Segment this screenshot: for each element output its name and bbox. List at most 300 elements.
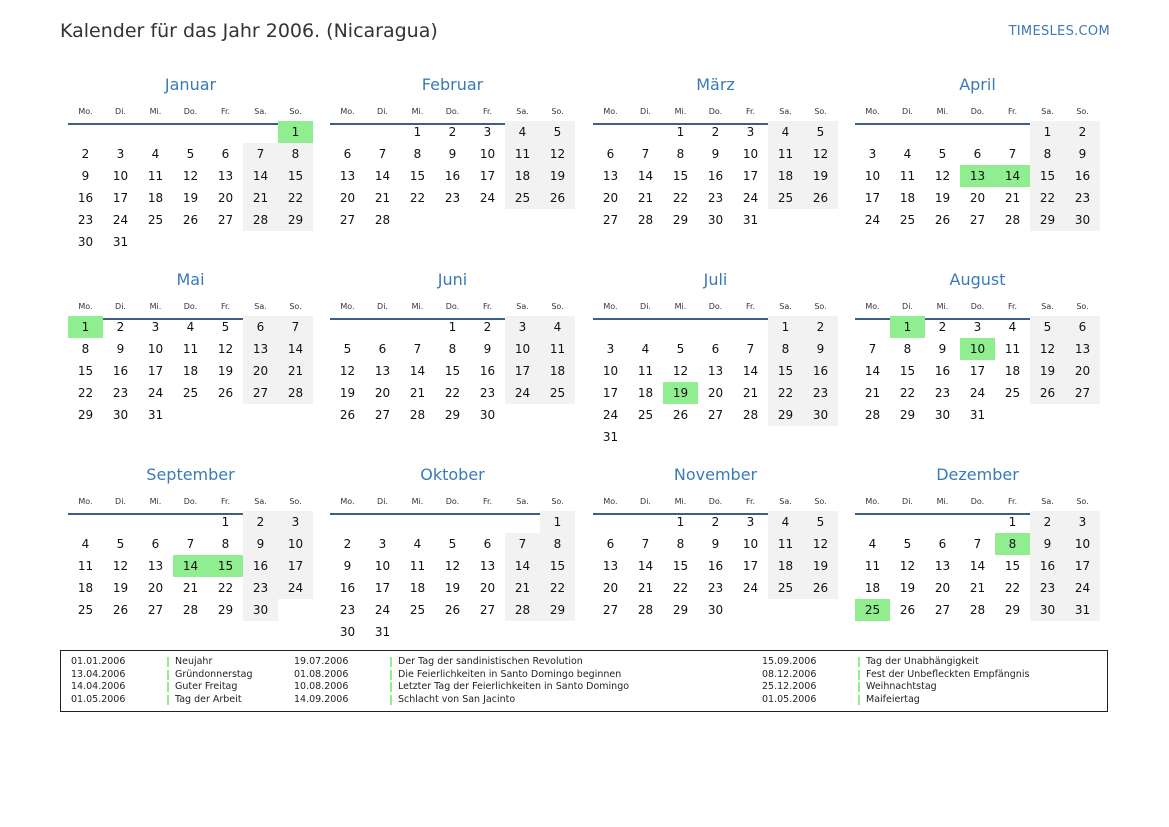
- day-cell: 27: [969, 213, 986, 227]
- day-cell: 23: [112, 386, 129, 400]
- day-cell: 9: [1065, 143, 1100, 165]
- day-cell: 20: [147, 581, 164, 595]
- day-cell: 22: [672, 581, 689, 595]
- day-cell: 1: [1008, 515, 1017, 529]
- day-cell: 14: [637, 169, 654, 183]
- day-cell: 2: [711, 515, 720, 529]
- day-cell: 1: [221, 515, 230, 529]
- day-cell: 29: [899, 408, 916, 422]
- weekday-header: Sa.: [516, 302, 529, 311]
- weekday-header: Do.: [708, 107, 723, 116]
- day-cell: 18: [899, 191, 916, 205]
- legend-date: 15.09.2006: [762, 656, 817, 667]
- day-cell: 11: [77, 559, 94, 573]
- day-cell: 2: [711, 125, 720, 139]
- weekday-header: Mi.: [411, 302, 424, 311]
- day-cell: 9: [81, 169, 90, 183]
- weekday-header: Fr.: [220, 497, 231, 506]
- day-cell: 23: [1065, 187, 1100, 209]
- day-cell: 19: [934, 191, 951, 205]
- day-cell: 2: [1030, 511, 1065, 533]
- weekday-header: Mi.: [674, 497, 687, 506]
- day-cell: 12: [1030, 338, 1065, 360]
- day-cell: 7: [641, 537, 650, 551]
- weekday-header: Fr.: [1007, 107, 1018, 116]
- day-cell: 16: [112, 364, 129, 378]
- weekday-header: Mo.: [865, 497, 880, 506]
- legend-color-marker: [167, 670, 169, 680]
- day-cell: 12: [934, 169, 951, 183]
- day-cell: 7: [413, 342, 422, 356]
- day-cell: 18: [147, 191, 164, 205]
- month-name: Juni: [437, 270, 468, 289]
- day-cell: 6: [243, 316, 278, 338]
- day-cell: 16: [479, 364, 496, 378]
- weekday-header: Sa.: [1041, 302, 1054, 311]
- day-cell: 9: [116, 342, 125, 356]
- day-cell: 25: [182, 386, 199, 400]
- day-cell: 7: [243, 143, 278, 165]
- day-cell: 10: [278, 533, 313, 555]
- day-cell: 17: [742, 559, 759, 573]
- day-cell: 3: [378, 537, 387, 551]
- day-cell: 6: [938, 537, 947, 551]
- day-cell: 23: [803, 382, 838, 404]
- day-cell: 14: [374, 169, 391, 183]
- weekday-header: Mi.: [149, 107, 162, 116]
- day-cell: 3: [483, 125, 492, 139]
- day-cell: 14: [505, 555, 540, 577]
- day-cell: 22: [899, 386, 916, 400]
- day-cell: 8: [81, 342, 90, 356]
- day-cell: 13: [602, 169, 619, 183]
- day-cell: 14: [243, 165, 278, 187]
- weekday-header: Fr.: [220, 107, 231, 116]
- day-cell: 26: [934, 213, 951, 227]
- day-cell: 30: [112, 408, 129, 422]
- holiday-day-cell: 1: [890, 316, 925, 338]
- legend-date: 01.08.2006: [294, 668, 349, 680]
- day-cell: 22: [1004, 581, 1021, 595]
- day-cell: 8: [1030, 143, 1065, 165]
- month-1: [68, 75, 313, 255]
- legend-date: 01.05.2006: [762, 693, 817, 705]
- day-cell: 1: [540, 511, 575, 533]
- holiday-day-cell: 8: [995, 533, 1030, 555]
- month-name: August: [949, 270, 1006, 289]
- day-cell: 3: [151, 320, 160, 334]
- day-cell: 28: [243, 209, 278, 231]
- day-cell: 12: [672, 364, 689, 378]
- day-cell: 22: [672, 191, 689, 205]
- weekday-header: Di.: [115, 497, 126, 506]
- day-cell: 3: [1065, 511, 1100, 533]
- day-cell: 5: [221, 320, 230, 334]
- weekday-header: So.: [1076, 497, 1089, 506]
- day-cell: 19: [803, 555, 838, 577]
- weekday-header: So.: [289, 107, 302, 116]
- weekday-header: Mo.: [78, 302, 93, 311]
- day-cell: 13: [147, 559, 164, 573]
- day-cell: 11: [409, 559, 426, 573]
- legend-color-marker: [390, 682, 392, 692]
- day-cell: 28: [505, 599, 540, 621]
- day-cell: 7: [186, 537, 195, 551]
- day-cell: 16: [707, 559, 724, 573]
- day-cell: 23: [77, 213, 94, 227]
- day-cell: 8: [221, 537, 230, 551]
- day-cell: 31: [602, 430, 619, 444]
- day-cell: 2: [1065, 121, 1100, 143]
- day-cell: 18: [1004, 364, 1021, 378]
- weekday-header: Do.: [445, 107, 460, 116]
- day-cell: 15: [278, 165, 313, 187]
- day-cell: 21: [374, 191, 391, 205]
- day-cell: 6: [221, 147, 230, 161]
- day-cell: 11: [505, 143, 540, 165]
- day-cell: 23: [707, 191, 724, 205]
- day-cell: 29: [1030, 209, 1065, 231]
- day-cell: 11: [768, 533, 803, 555]
- day-cell: 7: [641, 147, 650, 161]
- day-cell: 14: [637, 559, 654, 573]
- day-cell: 20: [374, 386, 391, 400]
- day-cell: 4: [868, 537, 877, 551]
- weekday-header: So.: [289, 497, 302, 506]
- day-cell: 15: [77, 364, 94, 378]
- weekday-header: Fr.: [1007, 302, 1018, 311]
- day-cell: 21: [182, 581, 199, 595]
- day-cell: 18: [637, 386, 654, 400]
- month-5: [68, 270, 313, 450]
- weekday-header: Fr.: [482, 497, 493, 506]
- day-cell: 8: [676, 147, 685, 161]
- weekday-header: Di.: [902, 497, 913, 506]
- day-cell: 28: [637, 603, 654, 617]
- day-cell: 30: [803, 404, 838, 426]
- weekday-header: Sa.: [779, 302, 792, 311]
- day-cell: 24: [969, 386, 986, 400]
- day-cell: 22: [768, 382, 803, 404]
- day-cell: 26: [217, 386, 234, 400]
- legend-color-marker: [390, 695, 392, 705]
- day-cell: 11: [1004, 342, 1021, 356]
- legend-color-marker: [858, 657, 860, 667]
- day-cell: 10: [742, 537, 759, 551]
- weekday-header: Sa.: [779, 497, 792, 506]
- day-cell: 3: [278, 511, 313, 533]
- day-cell: 27: [602, 213, 619, 227]
- day-cell: 24: [278, 577, 313, 599]
- legend-holiday-name: Weihnachtstag: [866, 681, 937, 693]
- day-cell: 23: [444, 191, 461, 205]
- day-cell: 17: [742, 169, 759, 183]
- legend-color-marker: [167, 695, 169, 705]
- day-cell: 4: [540, 316, 575, 338]
- day-cell: 13: [339, 169, 356, 183]
- day-cell: 14: [742, 364, 759, 378]
- day-cell: 3: [505, 316, 540, 338]
- weekday-header: Mo.: [78, 107, 93, 116]
- day-cell: 15: [540, 555, 575, 577]
- weekday-header: Di.: [640, 497, 651, 506]
- legend-date: 01.01.2006: [71, 656, 126, 667]
- day-cell: 30: [243, 599, 278, 621]
- month-4: [855, 75, 1100, 255]
- day-cell: 9: [803, 338, 838, 360]
- day-cell: 19: [339, 386, 356, 400]
- day-cell: 18: [77, 581, 94, 595]
- day-cell: 18: [864, 581, 881, 595]
- weekday-header: Mo.: [603, 107, 618, 116]
- day-cell: 15: [444, 364, 461, 378]
- weekday-header: So.: [289, 302, 302, 311]
- day-cell: 19: [182, 191, 199, 205]
- day-cell: 17: [602, 386, 619, 400]
- day-cell: 18: [505, 165, 540, 187]
- day-cell: 26: [899, 603, 916, 617]
- day-cell: 5: [803, 121, 838, 143]
- day-cell: 27: [217, 213, 234, 227]
- day-cell: 30: [479, 408, 496, 422]
- day-cell: 26: [672, 408, 689, 422]
- day-cell: 6: [343, 147, 352, 161]
- day-cell: 28: [409, 408, 426, 422]
- day-cell: 27: [147, 603, 164, 617]
- weekday-header: Mo.: [865, 107, 880, 116]
- day-cell: 25: [899, 213, 916, 227]
- day-cell: 23: [934, 386, 951, 400]
- month-2: [330, 75, 575, 255]
- day-cell: 10: [864, 169, 881, 183]
- legend-date: 10.08.2006: [294, 681, 349, 693]
- legend-date: 13.04.2006: [71, 668, 126, 680]
- weekday-header: Di.: [902, 302, 913, 311]
- day-cell: 12: [540, 143, 575, 165]
- day-cell: 9: [483, 342, 492, 356]
- day-cell: 24: [742, 191, 759, 205]
- day-cell: 12: [182, 169, 199, 183]
- month-name: April: [959, 75, 996, 94]
- day-cell: 31: [1065, 599, 1100, 621]
- brand-link[interactable]: TIMESLES.COM: [1008, 24, 1110, 39]
- day-cell: 7: [1008, 147, 1017, 161]
- month-name: November: [673, 465, 758, 484]
- legend-color-marker: [858, 670, 860, 680]
- day-cell: 29: [77, 408, 94, 422]
- day-cell: 31: [742, 213, 759, 227]
- day-cell: 1: [768, 316, 803, 338]
- day-cell: 12: [444, 559, 461, 573]
- day-cell: 25: [540, 382, 575, 404]
- day-cell: 14: [864, 364, 881, 378]
- day-cell: 7: [746, 342, 755, 356]
- day-cell: 18: [540, 360, 575, 382]
- day-cell: 3: [116, 147, 125, 161]
- day-cell: 2: [938, 320, 947, 334]
- day-cell: 21: [278, 360, 313, 382]
- day-cell: 21: [243, 187, 278, 209]
- day-cell: 3: [868, 147, 877, 161]
- weekday-header: Mi.: [149, 302, 162, 311]
- day-cell: 5: [903, 537, 912, 551]
- day-cell: 17: [479, 169, 496, 183]
- day-cell: 4: [903, 147, 912, 161]
- legend-holiday-name: Gründonnerstag: [175, 668, 253, 680]
- legend-holiday-name: Letzter Tag der Feierlichkeiten in Santo Domingo: [398, 681, 630, 693]
- day-cell: 19: [540, 165, 575, 187]
- weekday-header: Do.: [183, 107, 198, 116]
- day-cell: 2: [243, 511, 278, 533]
- day-cell: 28: [969, 603, 986, 617]
- day-cell: 7: [378, 147, 387, 161]
- day-cell: 16: [934, 364, 951, 378]
- day-cell: 6: [973, 147, 982, 161]
- day-cell: 11: [182, 342, 199, 356]
- day-cell: 25: [409, 603, 426, 617]
- day-cell: 1: [448, 320, 457, 334]
- day-cell: 3: [746, 125, 755, 139]
- weekday-header: Mi.: [936, 302, 949, 311]
- weekday-header: Fr.: [745, 302, 756, 311]
- day-cell: 30: [707, 213, 724, 227]
- day-cell: 16: [1065, 165, 1100, 187]
- day-cell: 31: [147, 408, 164, 422]
- legend-holiday-name: Neujahr: [175, 656, 213, 667]
- legend-holiday-name: Der Tag der sandinistischen Revolution: [398, 656, 583, 667]
- day-cell: 19: [444, 581, 461, 595]
- day-cell: 15: [1004, 559, 1021, 573]
- day-cell: 7: [973, 537, 982, 551]
- day-cell: 13: [374, 364, 391, 378]
- day-cell: 25: [77, 603, 94, 617]
- holiday-day-cell: 1: [68, 316, 103, 338]
- day-cell: 16: [77, 191, 94, 205]
- day-cell: 16: [803, 360, 838, 382]
- weekday-header: Do.: [445, 497, 460, 506]
- weekday-header: Mo.: [340, 302, 355, 311]
- day-cell: 12: [803, 143, 838, 165]
- day-cell: 16: [1030, 555, 1065, 577]
- day-cell: 1: [413, 125, 422, 139]
- day-cell: 11: [864, 559, 881, 573]
- legend-date: 14.04.2006: [71, 681, 126, 693]
- day-cell: 5: [116, 537, 125, 551]
- day-cell: 18: [409, 581, 426, 595]
- day-cell: 29: [672, 603, 689, 617]
- day-cell: 3: [746, 515, 755, 529]
- day-cell: 19: [1030, 360, 1065, 382]
- holiday-legend: [60, 650, 1108, 712]
- day-cell: 22: [77, 386, 94, 400]
- day-cell: 27: [1065, 382, 1100, 404]
- weekday-header: Do.: [445, 302, 460, 311]
- weekday-header: Di.: [115, 107, 126, 116]
- day-cell: 8: [768, 338, 803, 360]
- day-cell: 9: [343, 559, 352, 573]
- day-cell: 28: [182, 603, 199, 617]
- legend-color-marker: [167, 682, 169, 692]
- legend-date: 25.12.2006: [762, 681, 817, 693]
- weekday-header: So.: [551, 302, 564, 311]
- day-cell: 27: [707, 408, 724, 422]
- month-7: [593, 270, 838, 450]
- day-cell: 29: [444, 408, 461, 422]
- day-cell: 9: [711, 147, 720, 161]
- day-cell: 20: [243, 360, 278, 382]
- day-cell: 17: [112, 191, 129, 205]
- day-cell: 6: [606, 147, 615, 161]
- day-cell: 29: [1004, 603, 1021, 617]
- day-cell: 13: [479, 559, 496, 573]
- day-cell: 27: [934, 603, 951, 617]
- legend-color-marker: [167, 657, 169, 667]
- day-cell: 25: [768, 187, 803, 209]
- day-cell: 20: [339, 191, 356, 205]
- day-cell: 24: [112, 213, 129, 227]
- day-cell: 15: [899, 364, 916, 378]
- day-cell: 2: [81, 147, 90, 161]
- legend-date: 19.07.2006: [294, 656, 349, 667]
- weekday-header: Di.: [902, 107, 913, 116]
- month-name: Oktober: [420, 465, 485, 484]
- day-cell: 6: [1065, 316, 1100, 338]
- holiday-day-cell: 25: [855, 599, 890, 621]
- day-cell: 16: [339, 581, 356, 595]
- day-cell: 6: [151, 537, 160, 551]
- day-cell: 25: [505, 187, 540, 209]
- day-cell: 20: [707, 386, 724, 400]
- legend-date: 14.09.2006: [294, 693, 349, 705]
- day-cell: 17: [969, 364, 986, 378]
- legend-color-marker: [390, 657, 392, 667]
- weekday-header: Di.: [640, 107, 651, 116]
- day-cell: 8: [903, 342, 912, 356]
- month-name: Juli: [703, 270, 728, 289]
- month-9: [68, 465, 313, 645]
- day-cell: 10: [479, 147, 496, 161]
- day-cell: 25: [147, 213, 164, 227]
- day-cell: 13: [602, 559, 619, 573]
- day-cell: 18: [768, 165, 803, 187]
- weekday-header: Mo.: [340, 107, 355, 116]
- weekday-header: Mo.: [865, 302, 880, 311]
- day-cell: 4: [768, 511, 803, 533]
- month-name: September: [146, 465, 235, 484]
- day-cell: 25: [768, 577, 803, 599]
- weekday-header: Fr.: [482, 107, 493, 116]
- weekday-header: Do.: [183, 302, 198, 311]
- legend-color-marker: [390, 670, 392, 680]
- day-cell: 8: [540, 533, 575, 555]
- day-cell: 23: [339, 603, 356, 617]
- day-cell: 28: [374, 213, 391, 227]
- day-cell: 30: [1030, 599, 1065, 621]
- holiday-day-cell: 13: [960, 165, 995, 187]
- day-cell: 22: [409, 191, 426, 205]
- day-cell: 17: [147, 364, 164, 378]
- day-cell: 31: [112, 235, 129, 249]
- day-cell: 21: [1004, 191, 1021, 205]
- day-cell: 20: [217, 191, 234, 205]
- day-cell: 7: [868, 342, 877, 356]
- day-cell: 14: [969, 559, 986, 573]
- weekday-header: Di.: [115, 302, 126, 311]
- month-name: Februar: [421, 75, 484, 94]
- day-cell: 27: [243, 382, 278, 404]
- day-cell: 30: [77, 235, 94, 249]
- weekday-header: So.: [1076, 107, 1089, 116]
